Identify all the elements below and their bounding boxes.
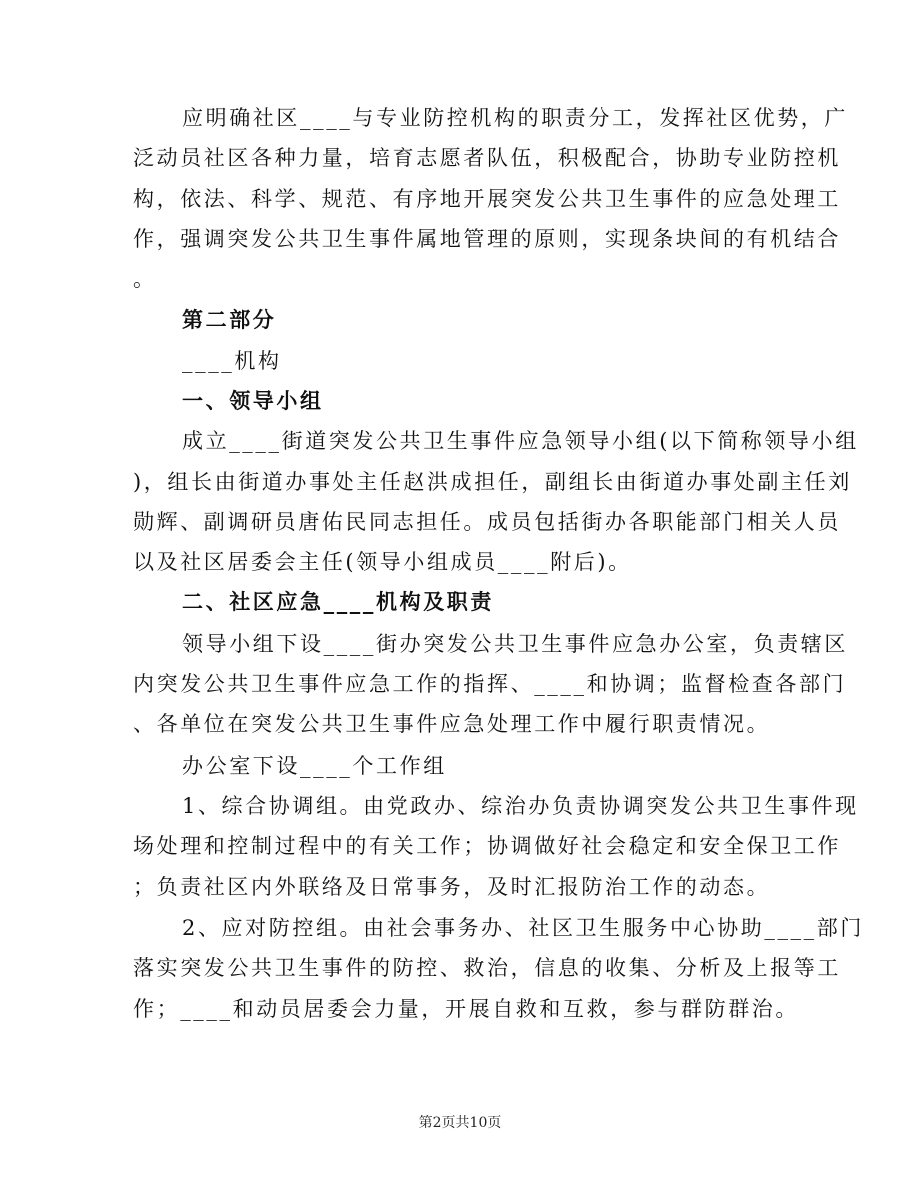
paragraph-line: 1、综合协调组。由党政办、综治办负责协调突发公共卫生事件现 bbox=[182, 794, 859, 818]
section-heading: 二、社区应急____机构及职责 bbox=[182, 589, 494, 614]
paragraph-line: 落实突发公共卫生事件的防控、救治，信息的收集、分析及上报等工 bbox=[133, 956, 841, 980]
paragraph-line: 领导小组下设____街办突发公共卫生事件应急办公室，负责辖区 bbox=[182, 632, 848, 656]
paragraph-line: 成立____街道突发公共卫生事件应急领导小组(以下简称领导小组 bbox=[182, 429, 859, 453]
paragraph-line: 场处理和控制过程中的有关工作；协调做好社会稳定和安全保卫工作 bbox=[133, 834, 841, 858]
paragraph-line: 作；____和动员居委会力量，开展自救和互救，参与群防群治。 bbox=[133, 997, 799, 1021]
paragraph-line: 作，强调突发公共卫生事件属地管理的原则，实现条块间的有机结合 bbox=[133, 227, 841, 251]
paragraph-line: 。 bbox=[133, 267, 157, 291]
paragraph-line: )，组长由街道办事处主任赵洪成担任，副组长由街道办事处副主任刘 bbox=[133, 470, 852, 494]
paragraph-line: 以及社区居委会主任(领导小组成员____附后)。 bbox=[133, 550, 632, 574]
section-heading: 一、领导小组 bbox=[182, 388, 324, 413]
paragraph-line: 内突发公共卫生事件应急工作的指挥、____和协调；监督检查各部门 bbox=[133, 672, 847, 696]
paragraph-line: ____机构 bbox=[182, 349, 282, 373]
paragraph-line: 泛动员社区各种力量，培育志愿者队伍，积极配合，协助专业防控机 bbox=[133, 146, 841, 170]
paragraph-line: 构，依法、科学、规范、有序地开展突发公共卫生事件的应急处理工 bbox=[133, 187, 841, 211]
section-heading: 第二部分 bbox=[182, 307, 277, 332]
paragraph-line: 应明确社区____与专业防控机构的职责分工，发挥社区优势，广 bbox=[182, 106, 848, 130]
paragraph-line: ；负责社区内外联络及日常事务，及时汇报防治工作的动态。 bbox=[133, 875, 771, 899]
paragraph-line: 2、应对防控组。由社会事务办、社区卫生服务中心协助____部门 bbox=[182, 916, 864, 940]
page-number: 第2页共10页 bbox=[418, 1115, 502, 1131]
paragraph-line: 、各单位在突发公共卫生事件应急处理工作中履行职责情况。 bbox=[133, 712, 771, 736]
paragraph-line: 勋辉、副调研员唐佑民同志担任。成员包括街办各职能部门相关人员 bbox=[133, 510, 841, 534]
paragraph-line: 办公室下设____个工作组 bbox=[182, 754, 447, 778]
